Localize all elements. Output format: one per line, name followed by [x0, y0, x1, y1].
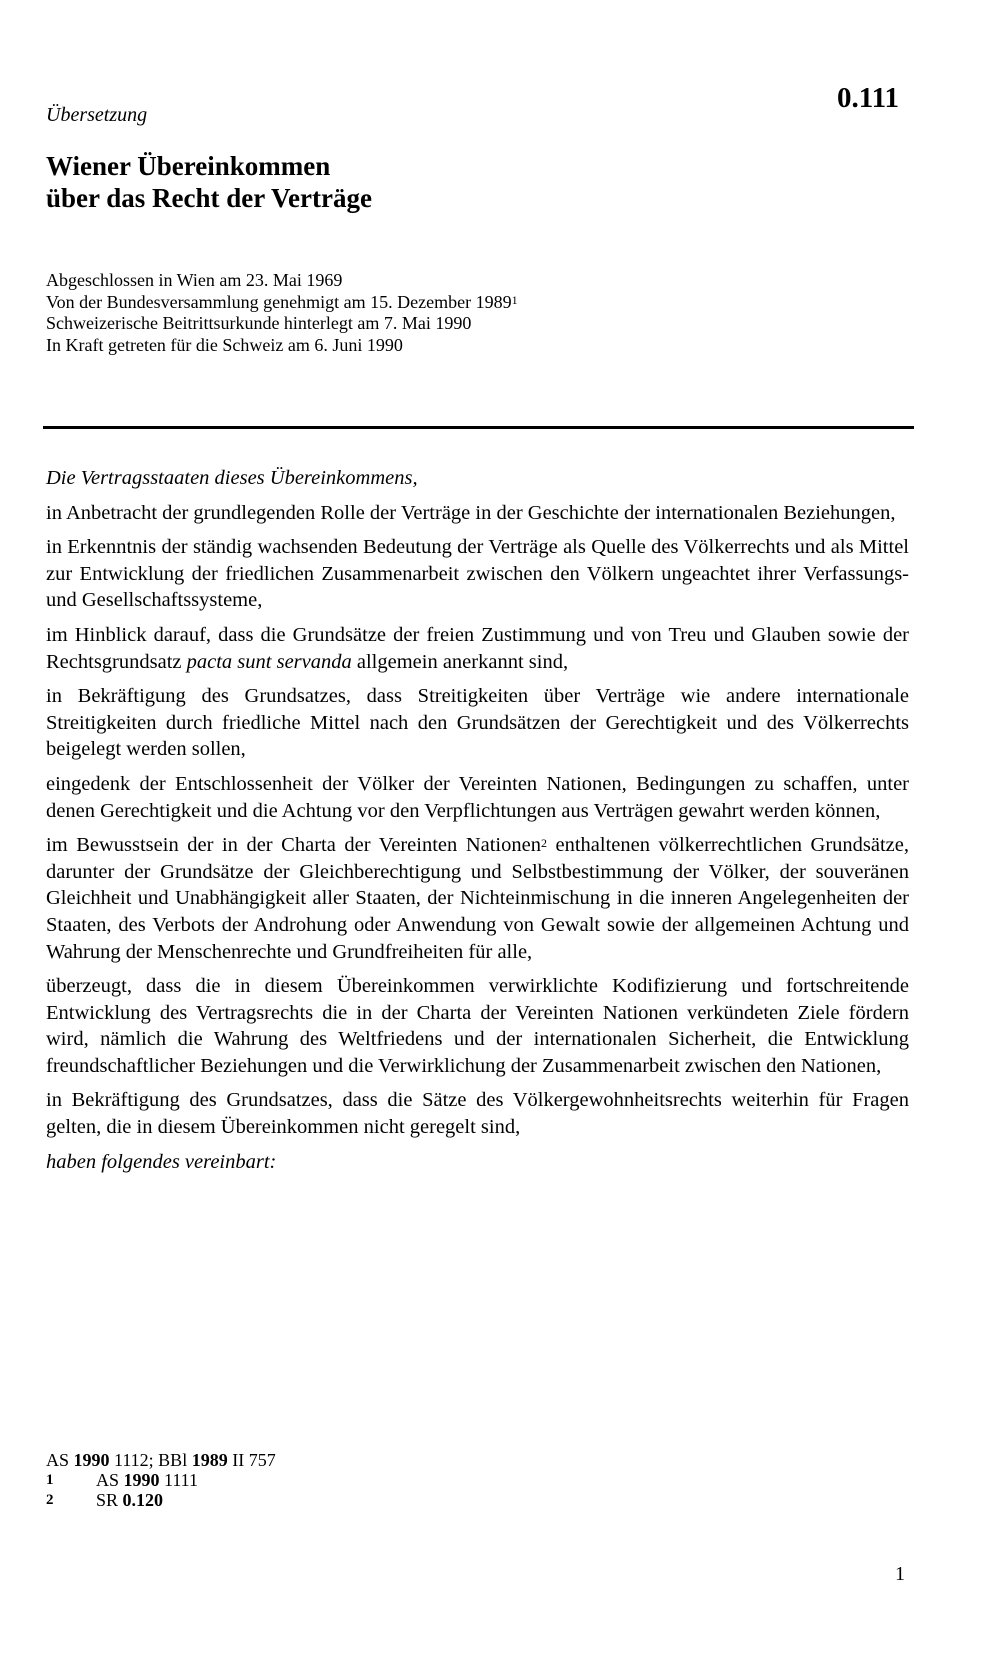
- preamble-paragraph: in Anbetracht der grundlegenden Rolle der Verträge in der Geschichte der internationalen Beziehungen,: [46, 501, 896, 524]
- footnote-ref[interactable]: 2: [540, 836, 547, 851]
- document-title: [46, 150, 372, 214]
- preamble: [46, 465, 909, 1183]
- sr-number: 0.111: [836, 82, 899, 114]
- preamble-closing: haben folgendes vereinbart:: [46, 1150, 277, 1173]
- date-approved: Von der Bundesversammlung genehmigt am 15. Dezember 1989$^1$: [46, 291, 518, 312]
- source-reference: AS 1990 1112; BBl 1989 II 757: [46, 1450, 276, 1470]
- preamble-paragraph: überzeugt, dass die in diesem Übereinkommen verwirklichte Kodifizierung und fortschreitende Entwicklung des Vertragsrechts die in der Charta der Vereinten Nationen verkündeten Ziele fördern wird, nämlich die Wahrung des Weltfriedens und der internationalen Sicherheit, die Entwicklung freundschaftlicher Beziehungen und die Verwirklichung der Zusammenarbeit zwischen den Nationen,: [46, 975, 909, 1077]
- translation-label: Übersetzung: [46, 104, 148, 126]
- preamble-paragraph: in Bekräftigung des Grundsatzes, dass Streitigkeiten über Verträge wie andere internationale Streitigkeiten durch friedliche Mittel nach den Grundsätzen der Gerechtigkeit und des Völkerrechts beigelegt werden sollen,: [46, 685, 909, 761]
- preamble-intro: Die Vertragsstaaten dieses Übereinkommens,: [46, 467, 418, 489]
- footnotes: [46, 1450, 276, 1510]
- dates-block: [46, 270, 518, 356]
- latin-phrase: pacta sunt servanda: [186, 650, 352, 673]
- preamble-paragraph: im Bewusstsein der in der Charta der Vereinten Nationen$^2$ enthaltenen völkerrechtlichen Grundsätze, darunter der Grundsätze der Gleichberechtigung und Selbstbestimmung der Völker, der souveränen Gleichheit und Unabhängigkeit aller Staaten, der Nichteinmischung in die inneren Angelegenheiten der Staaten, des Verbots der Androhung oder Anwendung von Gewalt sowie der allgemeinen Achtung und Wahrung der Menschenrechte und Grundfreiheiten für alle,: [46, 834, 910, 963]
- preamble-paragraph: eingedenk der Entschlossenheit der Völker der Vereinten Nationen, Bedingungen zu schaffen, unter denen Gerechtigkeit und die Achtung vor den Verpflichtungen aus Verträgen gewahrt werden können,: [46, 772, 909, 822]
- footnote-1: 1 AS 1990 1111: [46, 1470, 199, 1490]
- horizontal-rule: [43, 426, 914, 429]
- preamble-paragraph: im Hinblick darauf, dass die Grundsätze der freien Zustimmung und von Treu und Glauben sowie der Rechtsgrundsatz pacta sunt servanda allgemein anerkannt sind,: [46, 623, 909, 673]
- preamble-paragraph: in Bekräftigung des Grundsatzes, dass die Sätze des Völkergewohnheitsrechts weiterhin für Fragen gelten, die in diesem Übereinkommen nicht geregelt sind,: [46, 1089, 909, 1139]
- title-line-1: Wiener Übereinkommen: [46, 151, 331, 181]
- date-in-force: In Kraft getreten für die Schweiz am 6. Juni 1990: [46, 334, 403, 355]
- preamble-paragraph: in Erkenntnis der ständig wachsenden Bedeutung der Verträge als Quelle des Völkerrechts und als Mittel zur Entwicklung der friedlichen Zusammenarbeit zwischen den Völkern ungeachtet ihrer Verfassungs- und Gesellschaftssysteme,: [46, 536, 909, 612]
- date-concluded: Abgeschlossen in Wien am 23. Mai 1969: [46, 270, 343, 290]
- date-deposited: Schweizerische Beitrittsurkunde hinterlegt am 7. Mai 1990: [46, 313, 472, 333]
- page-number: 1: [895, 1563, 905, 1585]
- footnote-2: 2 SR 0.120: [46, 1490, 164, 1510]
- title-line-2: über das Recht der Verträge: [46, 183, 372, 213]
- footnote-ref[interactable]: 1: [511, 292, 518, 307]
